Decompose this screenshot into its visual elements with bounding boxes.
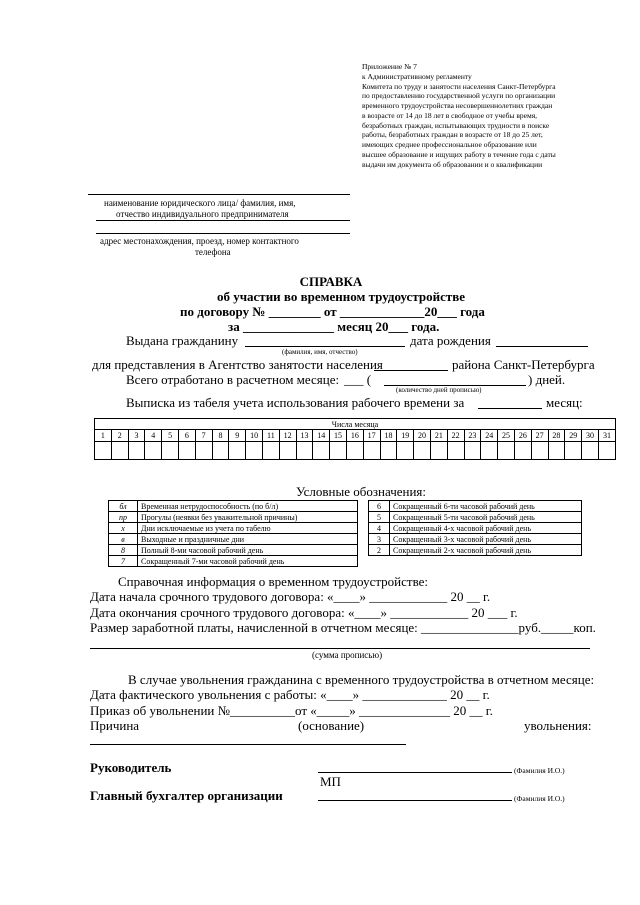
legend-text: Сокращенный 4-х часовой рабочий день: [390, 523, 582, 534]
day-number: 19: [397, 430, 414, 442]
employer-address-line-2: [96, 233, 350, 234]
day-cell[interactable]: [279, 442, 296, 460]
appendix-line: безработных граждан, испытывающих трудности в поиске: [362, 120, 550, 130]
day-number: 23: [464, 430, 481, 442]
legend-code: 4: [369, 523, 390, 534]
day-cell[interactable]: [447, 442, 464, 460]
contract-line: по договору № ________ от _____________20___ года: [180, 304, 485, 319]
day-cell[interactable]: [296, 442, 313, 460]
extract-end: месяц:: [546, 395, 583, 410]
appendix-line: выдачи им документа об образовании и о квалификации: [362, 159, 543, 169]
legend-code: 2: [369, 545, 390, 556]
legend-text: Сокращенный 6-ти часовой рабочий день: [390, 501, 582, 512]
day-cell[interactable]: [363, 442, 380, 460]
sum-caption: (сумма прописью): [312, 650, 383, 660]
day-cell[interactable]: [95, 442, 112, 460]
legend-text: Сокращенный 3-х часовой рабочий день: [390, 534, 582, 545]
legend-text: Дни исключаемые из учета по табелю: [138, 523, 358, 534]
day-number: 13: [296, 430, 313, 442]
day-cell[interactable]: [162, 442, 179, 460]
day-cell[interactable]: [145, 442, 162, 460]
day-number: 4: [145, 430, 162, 442]
employer-name-line: [88, 194, 350, 195]
birth-label: дата рождения: [410, 333, 491, 348]
day-cell[interactable]: [111, 442, 128, 460]
info-salary: Размер заработной платы, начисленной в отчетном месяце: _______________руб._____коп.: [90, 620, 596, 635]
period-line: за ______________ месяц 20___ года.: [228, 319, 440, 334]
day-cell[interactable]: [195, 442, 212, 460]
legend-code: пр: [109, 512, 138, 523]
day-cell[interactable]: [246, 442, 263, 460]
legend-row: [369, 523, 582, 534]
employer-address-line: [96, 220, 350, 221]
legend-row: [109, 556, 358, 567]
doc-title: СПРАВКА: [299, 274, 363, 289]
appendix-line: высшее образование и ищущих работу в течение года с даты: [362, 149, 556, 159]
appendix-line: в возрасте от 14 до 18 лет в свободное от учебы время,: [362, 110, 538, 120]
legend-code: 6: [369, 501, 390, 512]
legend-code: бл: [109, 501, 138, 512]
legend-row: [369, 545, 582, 556]
legend-row: [109, 545, 358, 556]
timesheet-header: Числа месяца: [331, 419, 379, 429]
day-cell[interactable]: [565, 442, 582, 460]
dismissal-word: увольнения:: [524, 718, 592, 733]
legend-row: [109, 512, 358, 523]
worked-end: ) дней.: [528, 372, 566, 387]
day-cell[interactable]: [531, 442, 548, 460]
issued-label: Выдана гражданину: [126, 333, 239, 348]
agency-suffix: района Санкт-Петербурга: [452, 357, 595, 372]
legend-row: [109, 501, 358, 512]
day-cell[interactable]: [178, 442, 195, 460]
sum-field[interactable]: [90, 648, 590, 649]
day-cell[interactable]: [128, 442, 145, 460]
day-number: 28: [548, 430, 565, 442]
days-caption: (количество дней прописью): [396, 386, 482, 394]
accountant-signature-field[interactable]: [318, 800, 512, 801]
appendix-line: по предоставлению государственной услуги по организации: [362, 91, 556, 101]
day-number: 24: [481, 430, 498, 442]
day-number: 26: [514, 430, 531, 442]
legend-text: Временная нетрудоспособность (по б/л): [138, 501, 358, 512]
birth-field[interactable]: [496, 346, 588, 347]
district-field[interactable]: [374, 370, 448, 371]
dismissal-reason: Причина: [90, 718, 140, 733]
dismissal-order: Приказ об увольнении №__________от «_____» ______________ 20 __ г.: [90, 703, 493, 718]
employer-address-caption-2: телефона: [195, 247, 231, 257]
head-signature-field[interactable]: [318, 772, 512, 773]
employer-name-caption-2: отчество индивидуального предпринимателя: [116, 209, 289, 219]
extract-month-field[interactable]: [478, 408, 542, 409]
legend-text: Сокращенный 7-ми часовой рабочий день: [138, 556, 358, 567]
day-cell[interactable]: [414, 442, 431, 460]
day-cell[interactable]: [548, 442, 565, 460]
legend-text: Выходные и праздничные дни: [138, 534, 358, 545]
day-cell[interactable]: [229, 442, 246, 460]
accountant-label: Главный бухгалтер организации: [90, 788, 283, 803]
day-cell[interactable]: [262, 442, 279, 460]
day-cell[interactable]: [330, 442, 347, 460]
day-cell[interactable]: [397, 442, 414, 460]
day-cell[interactable]: [313, 442, 330, 460]
day-number: 31: [598, 430, 615, 442]
employer-name-caption-1: наименование юридического лица/ фамилия, имя,: [104, 198, 296, 208]
day-number: 16: [346, 430, 363, 442]
day-number: 11: [262, 430, 279, 442]
legend-code: 7: [109, 556, 138, 567]
day-number: 12: [279, 430, 296, 442]
timesheet-table: [94, 418, 616, 460]
day-number: 15: [330, 430, 347, 442]
day-cell[interactable]: [430, 442, 447, 460]
legend-text: Прогулы (неявки без уважительной причины): [138, 512, 358, 523]
fio-caption: (фамилия, имя, отчество): [282, 348, 358, 356]
legend-row: [369, 501, 582, 512]
dismissal-basis: (основание): [298, 718, 365, 733]
day-number: 27: [531, 430, 548, 442]
appendix-line: Приложение № 7: [362, 62, 417, 71]
accountant-fio-hint: (Фамилия И.О.): [514, 794, 565, 803]
day-cell[interactable]: [346, 442, 363, 460]
day-cell[interactable]: [498, 442, 515, 460]
day-number: 2: [111, 430, 128, 442]
seal-label: МП: [320, 774, 341, 789]
legend-code: 8: [109, 545, 138, 556]
agency-prefix: для представления в Агентство занятости населения: [92, 357, 383, 372]
appendix-line: временного трудоустройства несовершеннолетних граждан: [362, 101, 553, 110]
day-cell[interactable]: [514, 442, 531, 460]
fio-field[interactable]: [245, 346, 405, 347]
extract-label: Выписка из табеля учета использования рабочего времени за: [126, 395, 465, 410]
day-number: 8: [212, 430, 229, 442]
day-number: 21: [430, 430, 447, 442]
day-number: 6: [178, 430, 195, 442]
head-label: Руководитель: [90, 760, 172, 775]
day-number: 10: [246, 430, 263, 442]
legend-code: х: [109, 523, 138, 534]
day-cell[interactable]: [481, 442, 498, 460]
day-cell[interactable]: [598, 442, 615, 460]
legend-text: Сокращенный 5-ти часовой рабочий день: [390, 512, 582, 523]
legend-code: 3: [369, 534, 390, 545]
info-start: Дата начала срочного трудового договора: «____» ____________ 20 __ г.: [90, 589, 491, 604]
appendix-line: к Административному регламенту: [362, 71, 472, 81]
dismissal-date: Дата фактического увольнения с работы: «____» _____________ 20 __ г.: [90, 687, 490, 702]
legend-title: Условные обозначения:: [296, 484, 427, 499]
legend-left: [108, 500, 358, 567]
day-number: 1: [95, 430, 112, 442]
legend-code: 5: [369, 512, 390, 523]
day-number: 9: [229, 430, 246, 442]
legend-code: в: [109, 534, 138, 545]
day-cell[interactable]: [464, 442, 481, 460]
day-number: 30: [582, 430, 599, 442]
reason-field[interactable]: [90, 744, 406, 745]
day-number: 3: [128, 430, 145, 442]
worked-paren: ___ (: [344, 372, 372, 387]
worked-label: Всего отработано в расчетном месяце:: [126, 372, 340, 387]
day-number: 20: [414, 430, 431, 442]
legend-row: [369, 534, 582, 545]
day-number: 17: [363, 430, 380, 442]
legend-row: [109, 523, 358, 534]
day-cell[interactable]: [212, 442, 229, 460]
day-number: 22: [447, 430, 464, 442]
day-cell[interactable]: [380, 442, 397, 460]
legend-row: [369, 512, 582, 523]
legend-text: Сокращенный 2-х часовой рабочий день: [390, 545, 582, 556]
appendix-line: Комитета по труду и занятости населения Санкт-Петербурга: [362, 81, 556, 91]
dismissal-heading: В случае увольнения гражданина с временного трудоустройства в отчетном месяце:: [128, 672, 595, 687]
appendix-line: работы, безработных граждан в возрасте от 18 до 25 лет,: [362, 130, 543, 140]
legend-right: [368, 500, 582, 556]
doc-subtitle: об участии во временном трудоустройстве: [216, 289, 466, 304]
day-number: 29: [565, 430, 582, 442]
day-number: 5: [162, 430, 179, 442]
legend-row: [109, 534, 358, 545]
appendix-block: [362, 62, 556, 169]
day-number: 25: [498, 430, 515, 442]
head-fio-hint: (Фамилия И.О.): [514, 766, 565, 775]
info-heading: Справочная информация о временном трудоустройстве:: [118, 574, 429, 589]
day-number: 7: [195, 430, 212, 442]
day-number: 18: [380, 430, 397, 442]
info-end: Дата окончания срочного трудового договора: «____» ____________ 20 ___ г.: [90, 605, 518, 620]
day-number: 14: [313, 430, 330, 442]
legend-text: Полный 8-ми часовой рабочий день: [138, 545, 358, 556]
employer-address-caption-1: адрес местонахождения, проезд, номер контактного: [100, 236, 299, 246]
appendix-line: имеющих среднее профессиональное образование или: [362, 140, 537, 149]
day-cell[interactable]: [582, 442, 599, 460]
